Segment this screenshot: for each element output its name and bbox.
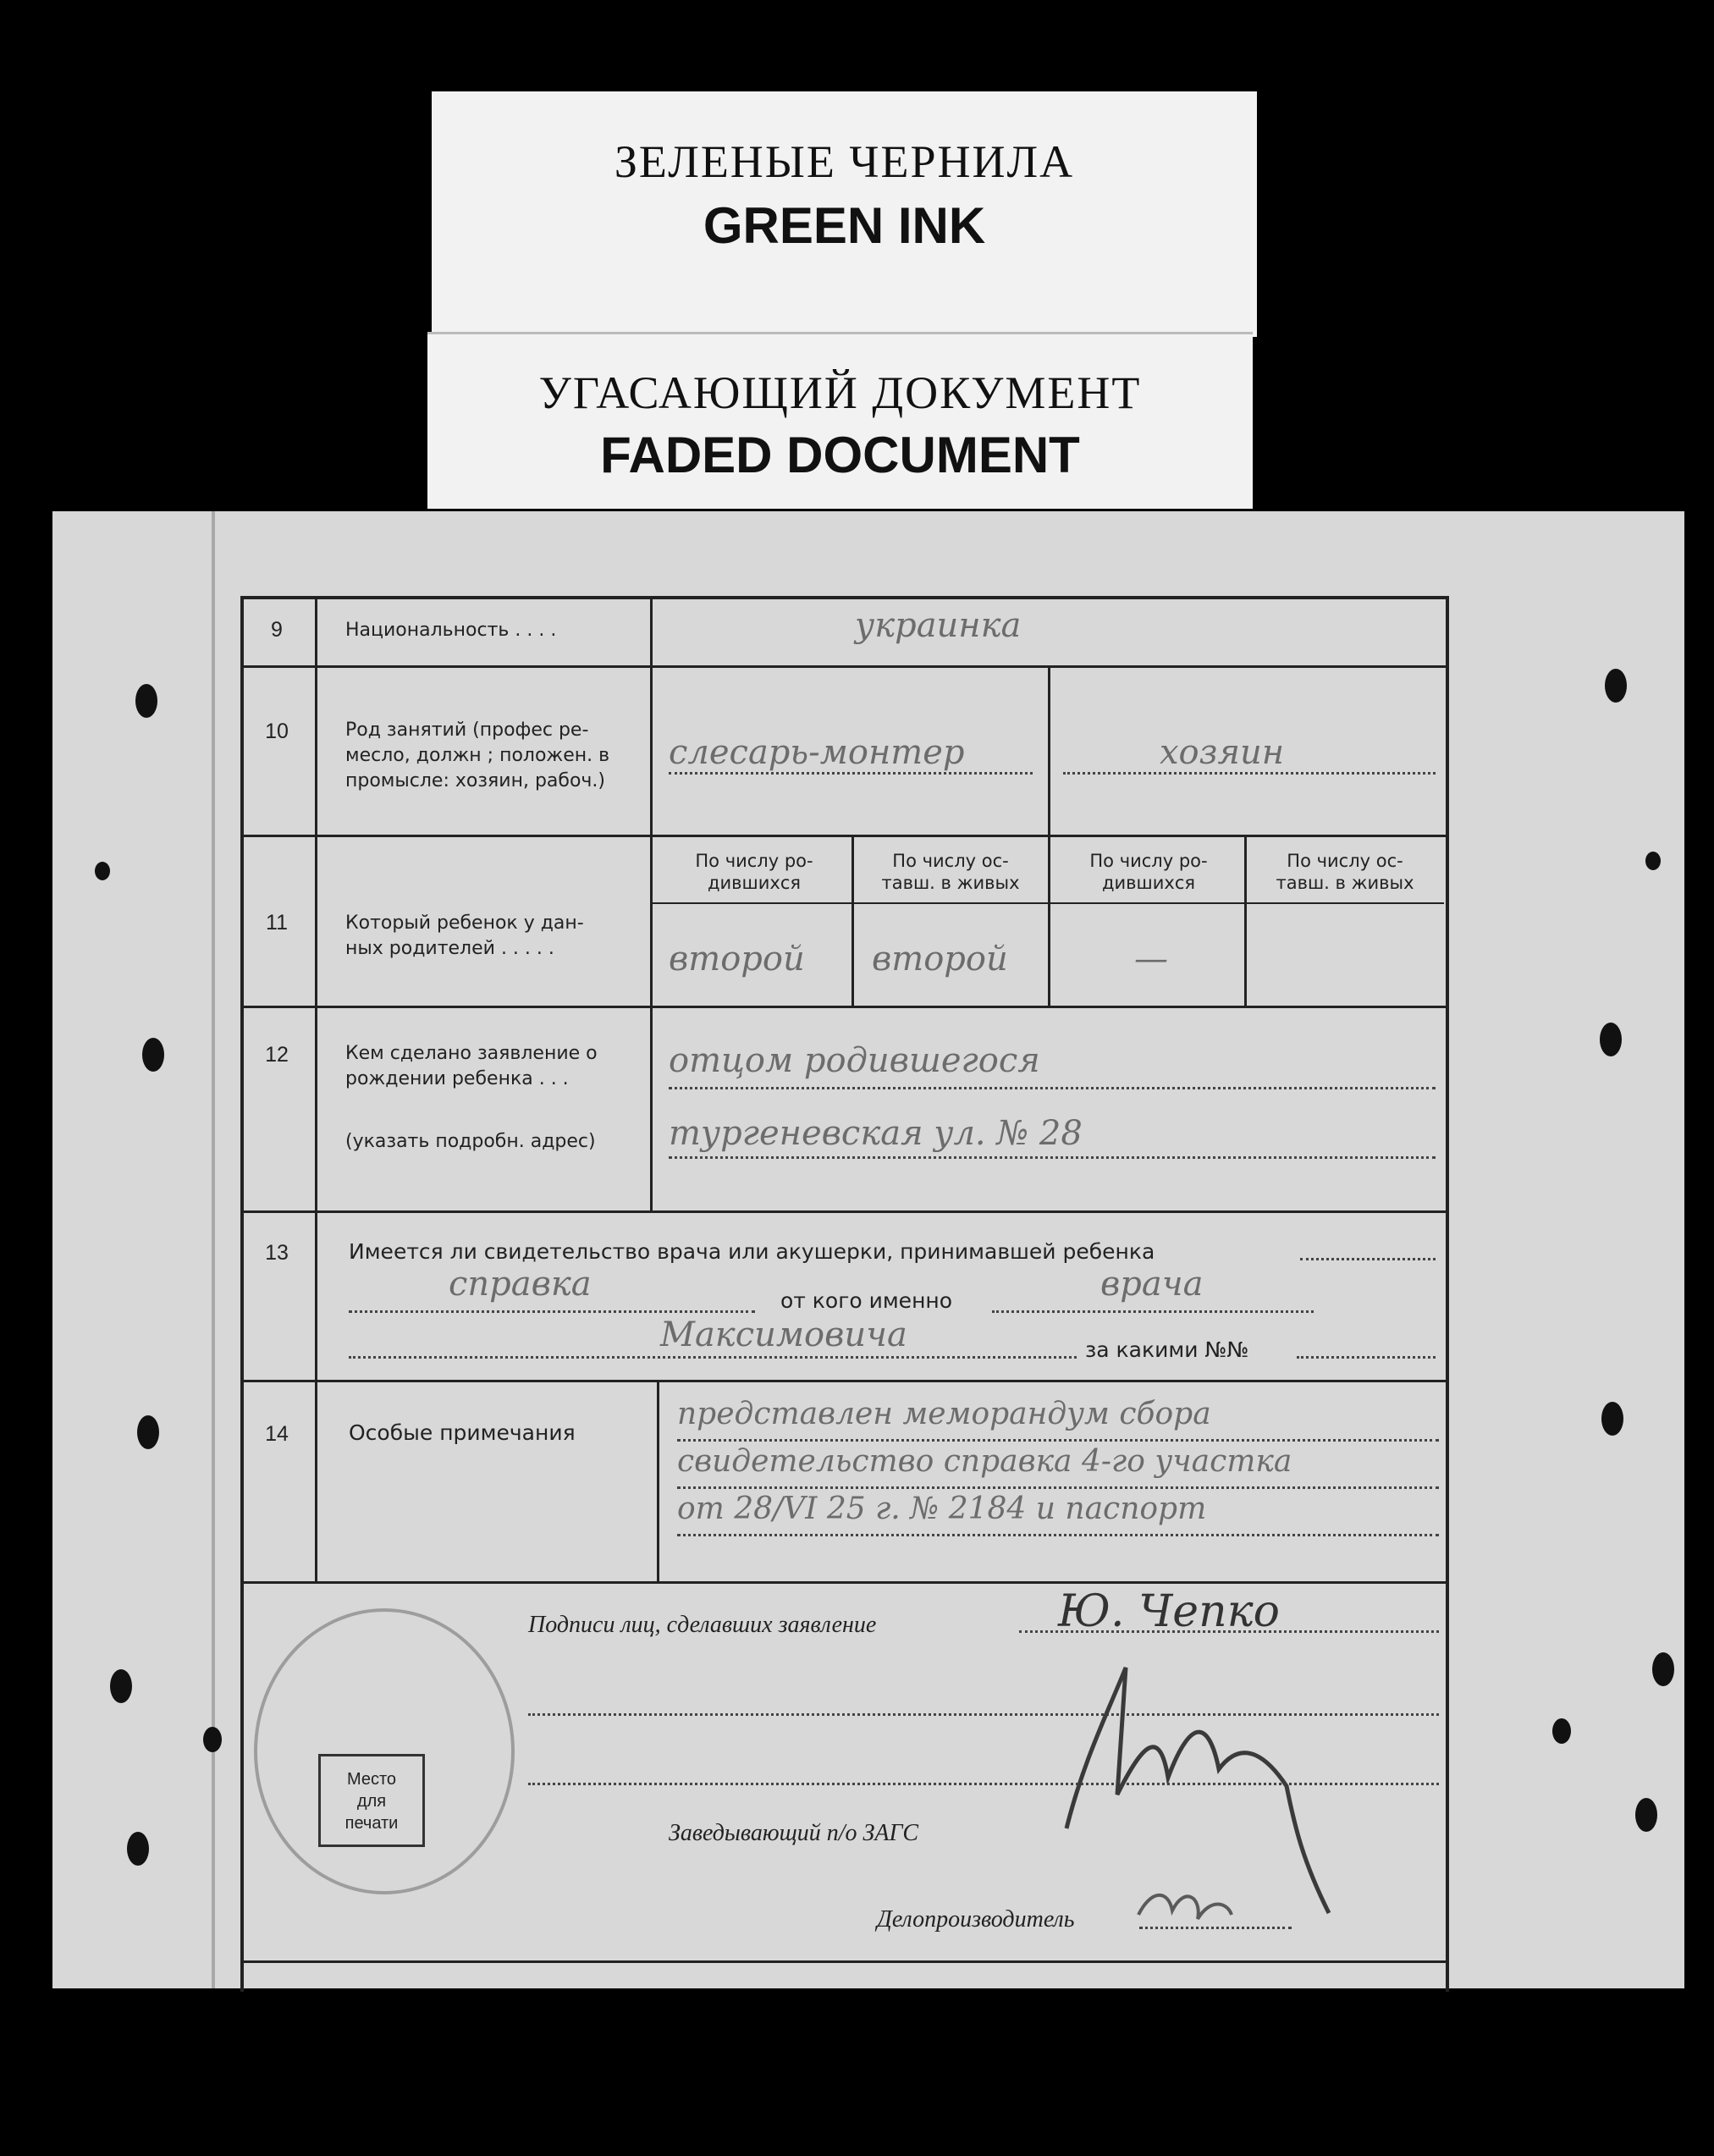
occupation-label: Род занятий (профес ре- месло, должн ; положен. в промысле: хозяин, рабоч.)	[345, 720, 610, 791]
notes-value-line-3: от 28/VI 25 г. № 2184 и паспорт	[677, 1492, 1207, 1526]
alive-count-header-2: По числу ос- тавш. в живых	[1276, 851, 1414, 893]
form-bottom-border	[240, 1960, 1446, 1963]
address-dotted-line	[669, 1156, 1436, 1159]
green-ink-ru-text: ЗЕЛЕНЫЕ ЧЕРНИЛА	[614, 136, 1075, 187]
punch-hole	[1601, 1402, 1623, 1436]
alive-count-header-1: По числу ос- тавш. в живых	[881, 851, 1020, 893]
doctor-certificate-label: Имеется ли свидетельство врача или акушерки, принимавшей ребенка	[349, 1239, 1155, 1264]
child-order-value-2: второй	[872, 940, 1008, 979]
special-notes-label: Особые примечания	[349, 1420, 576, 1445]
value-subcolumn-divider	[1244, 835, 1247, 1006]
punch-hole	[142, 1038, 164, 1072]
born-count-header-2: По числу ро- дившихся	[1089, 851, 1208, 893]
certificate-dotted-line	[1300, 1258, 1436, 1260]
from-whom-label: от кого именно	[780, 1288, 953, 1313]
declarant-value: отцом родившегося	[669, 1041, 1040, 1080]
punch-hole	[203, 1727, 222, 1752]
label-column-divider	[650, 596, 653, 1210]
nationality-label: Национальность . . . .	[345, 620, 557, 641]
sheet-fold-edge	[212, 511, 215, 1988]
from-whom-value: врача	[1100, 1265, 1204, 1304]
occupation-value-left: слесарь-монтер	[669, 733, 965, 772]
notes-dotted-line	[677, 1486, 1439, 1489]
row-divider	[240, 665, 1446, 668]
child-order-value-1: второй	[669, 940, 805, 979]
value-subcolumn-divider	[851, 835, 854, 1006]
row-number-12: 12	[265, 1043, 289, 1067]
applicant-signature: Ю. Чепко	[1058, 1586, 1280, 1637]
notes-dotted-line	[677, 1439, 1439, 1442]
punch-hole	[1600, 1023, 1622, 1056]
address-value: тургеневская ул. № 28	[669, 1114, 1083, 1153]
label-column-divider	[657, 1380, 659, 1581]
punch-hole	[1552, 1718, 1571, 1744]
declarant-label: Кем сделано заявление о рождении ребенка . . .	[345, 1043, 598, 1089]
declarant-dotted-line	[669, 1087, 1436, 1089]
zags-head-label: Заведывающий п/о ЗАГС	[669, 1820, 919, 1846]
certificate-numbers-label: за какими №№	[1085, 1337, 1249, 1362]
child-order-value-3: —	[1134, 940, 1168, 979]
notes-value-line-2: свидетельство справка 4-го участка	[677, 1444, 1292, 1479]
faded-document-en-text: FADED DOCUMENT	[600, 427, 1080, 483]
certificate-value: справка	[449, 1265, 592, 1304]
clerk-label: Делопроизводитель	[877, 1906, 1075, 1933]
punch-hole	[1652, 1652, 1674, 1686]
occupation-dotted-line	[669, 772, 1033, 775]
number-column-divider	[315, 596, 317, 1581]
row-divider	[240, 1006, 1446, 1008]
doctor-name-value: Максимовича	[660, 1315, 907, 1354]
row-number-10: 10	[265, 720, 289, 743]
row-divider	[240, 1210, 1446, 1213]
punch-hole	[110, 1669, 132, 1703]
from-whom-dotted-line	[992, 1310, 1314, 1313]
applicants-signature-label: Подписи лиц, сделавших заявление	[528, 1612, 877, 1638]
born-count-header-1: По числу ро- дившихся	[695, 851, 813, 893]
green-ink-label-card	[432, 91, 1257, 337]
punch-hole	[95, 862, 110, 880]
punch-hole	[137, 1415, 159, 1449]
occupation-value-right: хозяин	[1160, 733, 1285, 772]
row-number-14: 14	[265, 1422, 289, 1446]
certificate-numbers-dotted-line	[349, 1356, 1077, 1359]
value-column-divider	[1048, 665, 1050, 1006]
punch-hole	[1605, 669, 1627, 703]
child-order-label: Который ребенок у дан- ных родителей . . . . .	[345, 913, 584, 959]
address-hint-label: (указать подробн. адрес)	[345, 1131, 596, 1152]
stamp-place-box: Место для печати	[318, 1754, 425, 1847]
row-number-9: 9	[271, 618, 283, 642]
faded-document-label-card	[427, 332, 1253, 509]
certificate-dotted-line	[349, 1310, 755, 1313]
certificate-numbers-dotted-line	[1297, 1356, 1436, 1359]
row-divider	[240, 1380, 1446, 1382]
row-divider	[240, 1581, 1446, 1584]
row-divider	[240, 835, 1446, 837]
faded-document-ru-text: УГАСАЮЩИЙ ДОКУМЕНТ	[538, 367, 1142, 418]
clerk-signature	[1134, 1881, 1236, 1932]
row-number-11: 11	[266, 911, 288, 935]
row-number-13: 13	[265, 1241, 289, 1265]
punch-hole	[1645, 852, 1661, 870]
green-ink-en-text: GREEN INK	[703, 197, 986, 254]
nationality-value: украинка	[855, 606, 1022, 645]
occupation-dotted-line	[1063, 772, 1436, 775]
official-seal	[254, 1608, 515, 1894]
punch-hole	[127, 1832, 149, 1866]
punch-hole	[135, 684, 157, 718]
notes-dotted-line	[677, 1534, 1439, 1536]
punch-hole	[1635, 1798, 1657, 1832]
notes-value-line-1: представлен меморандум сбора	[677, 1397, 1211, 1431]
